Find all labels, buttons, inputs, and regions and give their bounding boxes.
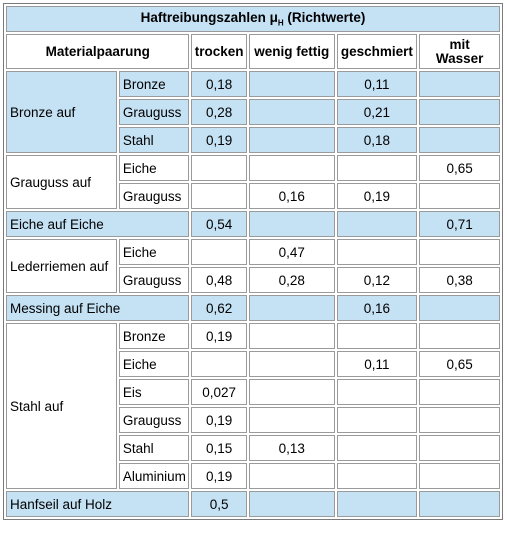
value-cell: [337, 491, 418, 517]
partner-material: Grauguss: [119, 267, 190, 293]
partner-material: Eis: [119, 379, 190, 405]
value-cell: 0,19: [191, 407, 246, 433]
group-label: Messing auf Eiche: [6, 295, 189, 321]
group-label: Lederriemen auf: [6, 239, 117, 293]
partner-material: Aluminium: [119, 463, 190, 489]
value-cell: [249, 155, 335, 181]
header-mit: mit: [449, 36, 470, 52]
value-cell: [419, 71, 500, 97]
value-cell: [249, 351, 335, 377]
table-row: [6, 211, 500, 237]
value-cell: [337, 407, 418, 433]
title-row: [6, 6, 500, 32]
value-cell: [249, 99, 335, 125]
value-cell: [249, 323, 335, 349]
value-cell: [419, 435, 500, 461]
value-cell: [249, 491, 335, 517]
partner-material: Bronze: [119, 323, 190, 349]
value-cell: 0,47: [249, 239, 335, 265]
value-cell: 0,62: [191, 295, 246, 321]
partner-material: Eiche: [119, 155, 190, 181]
value-cell: [337, 323, 418, 349]
group-label: Stahl auf: [6, 323, 117, 489]
friction-table: [3, 3, 503, 520]
value-cell: [337, 463, 418, 489]
group-label: Eiche auf Eiche: [6, 211, 189, 237]
group-label: Grauguss auf: [6, 155, 117, 209]
table-row: [6, 295, 500, 321]
partner-material: Stahl: [119, 127, 190, 153]
value-cell: 0,19: [191, 127, 246, 153]
value-cell: 0,11: [337, 71, 418, 97]
value-cell: [191, 155, 246, 181]
title-subscript: H: [277, 18, 284, 28]
value-cell: [249, 407, 335, 433]
value-cell: 0,18: [337, 127, 418, 153]
partner-material: Grauguss: [119, 183, 190, 209]
value-cell: 0,48: [191, 267, 246, 293]
partner-material: Grauguss: [119, 407, 190, 433]
value-cell: [249, 379, 335, 405]
value-cell: 0,13: [249, 435, 335, 461]
friction-table-container: [3, 3, 503, 520]
value-cell: 0,12: [337, 267, 418, 293]
value-cell: [337, 435, 418, 461]
header-geschmiert: geschmiert: [337, 34, 418, 69]
partner-material: Bronze: [119, 71, 190, 97]
value-cell: 0,71: [419, 211, 500, 237]
value-cell: 0,18: [191, 71, 246, 97]
header-trocken: trocken: [191, 34, 246, 69]
value-cell: 0,5: [191, 491, 246, 517]
value-cell: [419, 491, 500, 517]
table-row: [6, 491, 500, 517]
value-cell: [419, 99, 500, 125]
value-cell: [249, 295, 335, 321]
value-cell: [249, 71, 335, 97]
value-cell: [191, 351, 246, 377]
value-cell: [337, 239, 418, 265]
table-row: [6, 71, 500, 97]
value-cell: [419, 127, 500, 153]
value-cell: 0,38: [419, 267, 500, 293]
value-cell: 0,11: [337, 351, 418, 377]
value-cell: 0,16: [337, 295, 418, 321]
title-suffix: (Richtwerte): [283, 10, 366, 26]
value-cell: 0,027: [191, 379, 246, 405]
table-row: [6, 323, 500, 349]
value-cell: 0,65: [419, 351, 500, 377]
partner-material: Eiche: [119, 239, 190, 265]
value-cell: 0,19: [337, 183, 418, 209]
table-title: [6, 6, 500, 32]
value-cell: [249, 463, 335, 489]
value-cell: [419, 323, 500, 349]
value-cell: [337, 379, 418, 405]
header-mit-wasser: [419, 34, 500, 69]
value-cell: [249, 127, 335, 153]
partner-material: Grauguss: [119, 99, 190, 125]
value-cell: [419, 379, 500, 405]
value-cell: [337, 211, 418, 237]
header-wasser: Wasser: [435, 50, 484, 66]
value-cell: [249, 211, 335, 237]
header-wenig-fettig: wenig fettig: [249, 34, 335, 69]
partner-material: Eiche: [119, 351, 190, 377]
value-cell: 0,21: [337, 99, 418, 125]
table-row: [6, 239, 500, 265]
value-cell: [419, 463, 500, 489]
group-label: Bronze auf: [6, 71, 117, 153]
value-cell: [419, 407, 500, 433]
value-cell: 0,28: [249, 267, 335, 293]
value-cell: [419, 295, 500, 321]
value-cell: 0,28: [191, 99, 246, 125]
group-label: Hanfseil auf Holz: [6, 491, 189, 517]
value-cell: 0,19: [191, 463, 246, 489]
value-cell: 0,16: [249, 183, 335, 209]
value-cell: [337, 155, 418, 181]
title-prefix: Haftreibungszahlen μ: [140, 10, 278, 26]
value-cell: 0,15: [191, 435, 246, 461]
value-cell: [191, 183, 246, 209]
value-cell: [419, 183, 500, 209]
table-row: [6, 155, 500, 181]
value-cell: 0,54: [191, 211, 246, 237]
header-materialpaarung: Materialpaarung: [6, 34, 189, 69]
partner-material: Stahl: [119, 435, 190, 461]
value-cell: [191, 239, 246, 265]
header-row: [6, 34, 500, 69]
value-cell: 0,65: [419, 155, 500, 181]
value-cell: 0,19: [191, 323, 246, 349]
value-cell: [419, 239, 500, 265]
